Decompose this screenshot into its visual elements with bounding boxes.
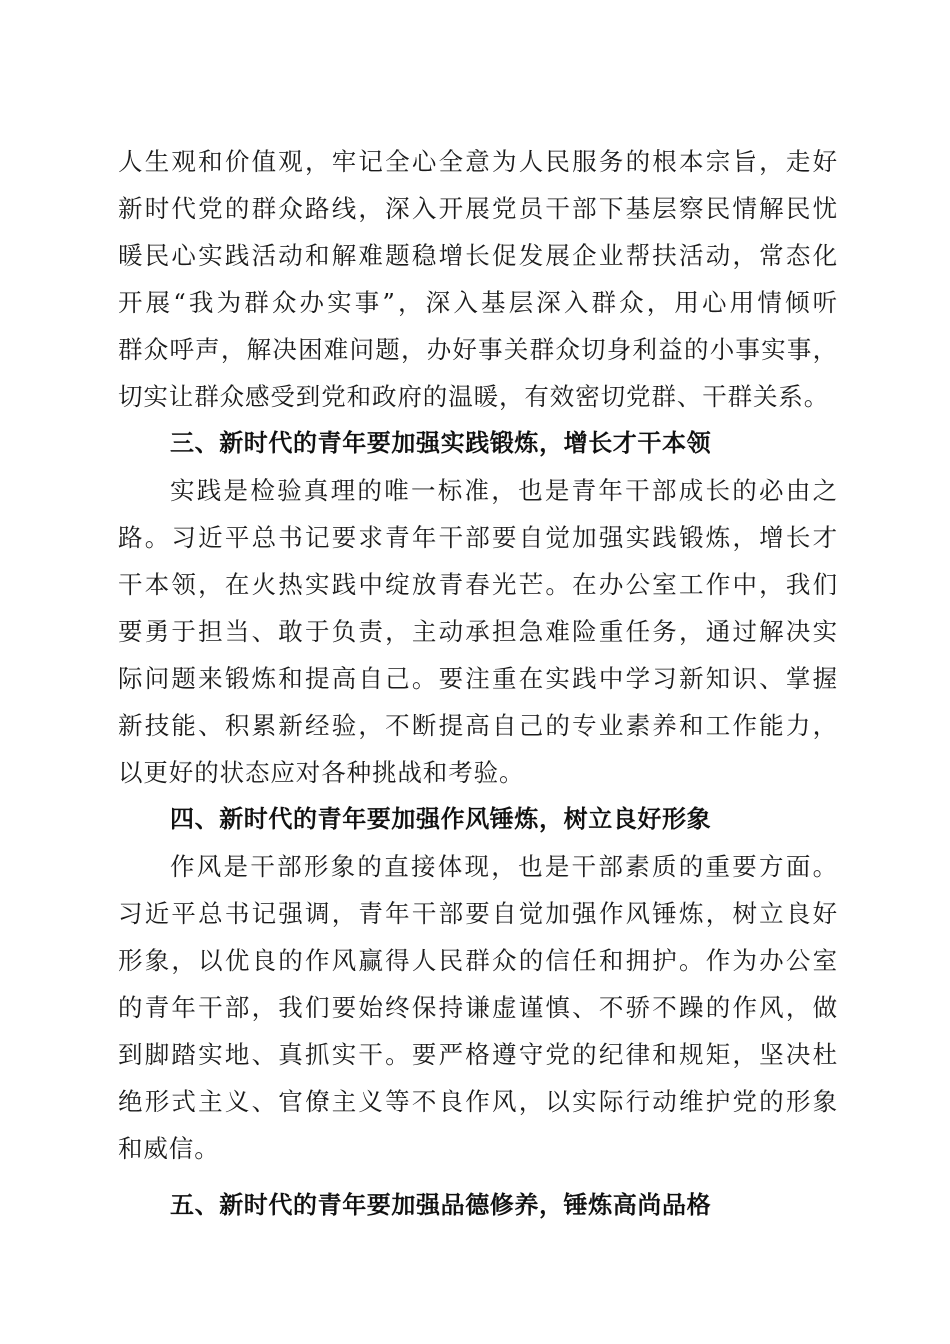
text-line: 以更好的状态应对各种挑战和考验。 bbox=[118, 758, 525, 787]
text-line: 和威信。 bbox=[118, 1134, 220, 1163]
text-line: 新技能、积累新经验，不断提高自己的专业素养和工作能力， bbox=[118, 711, 838, 740]
paragraph-2-continued bbox=[118, 138, 838, 420]
text-line: 新时代党的群众路线，深入开展党员干部下基层察民情解民忧 bbox=[118, 194, 838, 223]
text-line: 实践是检验真理的唯一标准，也是青年干部成长的必由之 bbox=[170, 476, 838, 505]
text-line: 形象，以优良的作风赢得人民群众的信任和拥护。作为办公室 bbox=[118, 946, 838, 975]
text-line: 干本领，在火热实践中绽放青春光芒。在办公室工作中，我们 bbox=[118, 570, 838, 599]
spacer bbox=[118, 1172, 838, 1182]
paragraph-4 bbox=[118, 843, 838, 1172]
text-line: 绝形式主义、官僚主义等不良作风，以实际行动维护党的形象 bbox=[118, 1087, 838, 1116]
text-line: 要勇于担当、敢于负责，主动承担急难险重任务，通过解决实 bbox=[118, 617, 838, 646]
text-line: 群众呼声，解决困难问题，办好事关群众切身利益的小事实事， bbox=[118, 335, 838, 364]
document-body bbox=[118, 138, 838, 1229]
text-line: 的青年干部，我们要始终保持谦虚谨慎、不骄不躁的作风，做 bbox=[118, 993, 838, 1022]
text-line: 暖民心实践活动和解难题稳增长促发展企业帮扶活动，常态化 bbox=[118, 241, 838, 270]
text-line: 人生观和价值观，牢记全心全意为人民服务的根本宗旨，走好 bbox=[118, 147, 838, 176]
text-line: 路。习近平总书记要求青年干部要自觉加强实践锻炼，增长才 bbox=[118, 523, 838, 552]
paragraph-3 bbox=[118, 467, 838, 796]
section-heading-5: 五、新时代的青年要加强品德修养，锤炼高尚品格 bbox=[170, 1191, 712, 1219]
text-line: 切实让群众感受到党和政府的温暖，有效密切党群、干群关系。 bbox=[118, 382, 830, 411]
text-line: 际问题来锻炼和提高自己。要注重在实践中学习新知识、掌握 bbox=[118, 664, 838, 693]
text-line: 到脚踏实地、真抓实干。要严格遵守党的纪律和规矩，坚决杜 bbox=[118, 1040, 838, 1069]
section-heading-3: 三、新时代的青年要加强实践锻炼，增长才干本领 bbox=[170, 429, 712, 457]
text-line: 习近平总书记强调，青年干部要自觉加强作风锤炼，树立良好 bbox=[118, 899, 838, 928]
text-line: 开展“我为群众办实事”，深入基层深入群众，用心用情倾听 bbox=[118, 288, 838, 317]
section-heading-4: 四、新时代的青年要加强作风锤炼，树立良好形象 bbox=[170, 805, 712, 833]
text-line: 作风是干部形象的直接体现，也是干部素质的重要方面。 bbox=[170, 852, 838, 881]
